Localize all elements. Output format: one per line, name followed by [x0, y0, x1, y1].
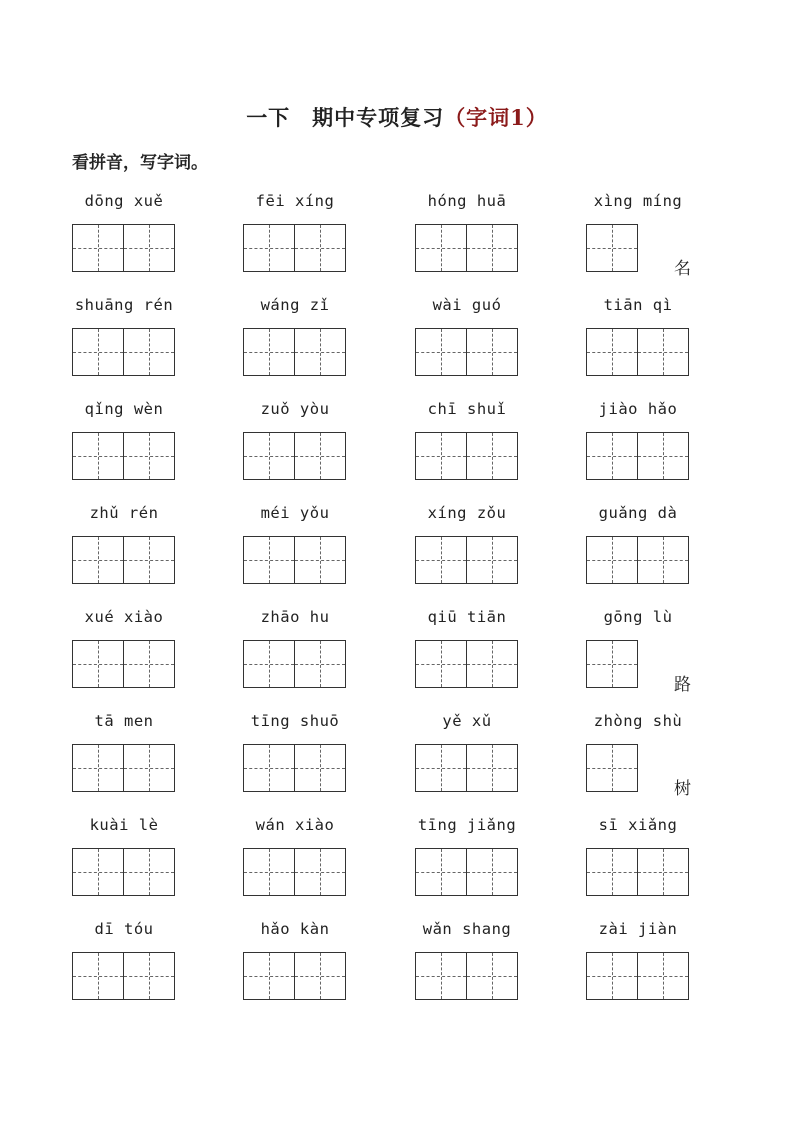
tianzige-cell[interactable] — [72, 640, 124, 688]
word-item — [415, 916, 545, 1020]
word-item — [72, 812, 202, 916]
writing-boxes — [586, 952, 689, 1000]
word-item — [243, 396, 373, 500]
word-item — [415, 188, 545, 292]
writing-boxes — [243, 432, 346, 480]
writing-boxes — [72, 640, 175, 688]
exercise-row — [72, 812, 722, 916]
tianzige-cell[interactable] — [295, 744, 346, 792]
writing-boxes — [415, 536, 518, 584]
tianzige-cell[interactable] — [72, 744, 124, 792]
word-item — [586, 604, 716, 708]
pinyin-label: tīng shuō — [250, 712, 340, 730]
writing-boxes — [586, 224, 638, 272]
pinyin-label: fēi xíng — [255, 192, 335, 210]
tianzige-cell[interactable] — [467, 744, 518, 792]
pinyin-label: qǐng wèn — [84, 400, 164, 418]
writing-boxes — [415, 848, 518, 896]
pinyin-label: xìng míng — [593, 192, 683, 210]
given-character: 树 — [674, 779, 691, 799]
tianzige-cell[interactable] — [586, 744, 638, 792]
word-item — [72, 292, 202, 396]
pinyin-label: zuǒ yòu — [260, 400, 330, 418]
word-item — [243, 188, 373, 292]
exercise-grid — [72, 188, 722, 1020]
tianzige-cell[interactable] — [415, 328, 467, 376]
exercise-row — [72, 396, 722, 500]
tianzige-cell[interactable] — [638, 432, 689, 480]
pinyin-label: sī xiǎng — [598, 816, 678, 834]
tianzige-cell[interactable] — [638, 848, 689, 896]
given-character: 路 — [674, 675, 691, 695]
tianzige-cell[interactable] — [295, 328, 346, 376]
pinyin-label: zài jiàn — [598, 920, 678, 938]
tianzige-cell[interactable] — [415, 640, 467, 688]
writing-boxes — [415, 640, 518, 688]
word-item — [415, 500, 545, 604]
writing-boxes — [586, 848, 689, 896]
writing-boxes — [243, 744, 346, 792]
tianzige-cell[interactable] — [638, 536, 689, 584]
tianzige-cell[interactable] — [72, 328, 124, 376]
pinyin-label: dī tóu — [94, 920, 154, 938]
pinyin-label: gōng lù — [603, 608, 673, 626]
tianzige-cell[interactable] — [124, 328, 175, 376]
tianzige-cell[interactable] — [467, 224, 518, 272]
word-item — [243, 916, 373, 1020]
tianzige-cell[interactable] — [243, 848, 295, 896]
writing-boxes — [72, 952, 175, 1000]
tianzige-cell[interactable] — [467, 848, 518, 896]
page-title — [0, 102, 794, 132]
writing-boxes — [415, 224, 518, 272]
pinyin-label: shuāng rén — [74, 296, 174, 314]
writing-boxes — [415, 952, 518, 1000]
tianzige-cell[interactable] — [415, 952, 467, 1000]
tianzige-cell[interactable] — [295, 224, 346, 272]
pinyin-label: wǎn shang — [422, 920, 512, 938]
pinyin-label: tiān qì — [603, 296, 673, 314]
word-item — [586, 916, 716, 1020]
tianzige-cell[interactable] — [124, 744, 175, 792]
tianzige-cell[interactable] — [638, 952, 689, 1000]
word-item — [586, 292, 716, 396]
writing-boxes — [72, 432, 175, 480]
pinyin-label: xíng zǒu — [427, 504, 507, 522]
word-item — [72, 708, 202, 812]
word-item — [243, 812, 373, 916]
writing-boxes — [586, 640, 638, 688]
word-item — [72, 500, 202, 604]
title-accent: （字词1） — [444, 105, 548, 130]
writing-boxes — [586, 432, 689, 480]
writing-boxes — [586, 536, 689, 584]
word-item — [415, 708, 545, 812]
tianzige-cell[interactable] — [586, 848, 638, 896]
word-item — [243, 500, 373, 604]
pinyin-label: méi yǒu — [260, 504, 330, 522]
writing-boxes — [72, 328, 175, 376]
tianzige-cell[interactable] — [124, 640, 175, 688]
pinyin-label: guǎng dà — [598, 504, 678, 522]
exercise-row — [72, 708, 722, 812]
tianzige-cell[interactable] — [415, 224, 467, 272]
tianzige-cell[interactable] — [467, 328, 518, 376]
pinyin-label: hǎo kàn — [260, 920, 330, 938]
pinyin-label: yě xǔ — [442, 712, 492, 730]
writing-boxes — [415, 432, 518, 480]
tianzige-cell[interactable] — [124, 224, 175, 272]
tianzige-cell[interactable] — [638, 328, 689, 376]
tianzige-cell[interactable] — [295, 640, 346, 688]
writing-boxes — [72, 536, 175, 584]
tianzige-cell[interactable] — [586, 328, 638, 376]
tianzige-cell[interactable] — [243, 432, 295, 480]
pinyin-label: qiū tiān — [427, 608, 507, 626]
tianzige-cell[interactable] — [415, 432, 467, 480]
tianzige-cell[interactable] — [415, 848, 467, 896]
writing-boxes — [586, 744, 638, 792]
word-item — [586, 708, 716, 812]
tianzige-cell[interactable] — [72, 952, 124, 1000]
tianzige-cell[interactable] — [243, 952, 295, 1000]
tianzige-cell[interactable] — [295, 536, 346, 584]
instruction-text: 看拼音，写字词。 — [72, 153, 208, 173]
word-item — [586, 188, 716, 292]
word-item — [72, 396, 202, 500]
tianzige-cell[interactable] — [415, 536, 467, 584]
pinyin-label: xué xiào — [84, 608, 164, 626]
pinyin-label: tīng jiǎng — [417, 816, 517, 834]
tianzige-cell[interactable] — [586, 224, 638, 272]
pinyin-label: zhāo hu — [260, 608, 330, 626]
word-item — [415, 292, 545, 396]
tianzige-cell[interactable] — [72, 848, 124, 896]
pinyin-label: zhòng shù — [593, 712, 683, 730]
tianzige-cell[interactable] — [243, 640, 295, 688]
writing-boxes — [243, 952, 346, 1000]
tianzige-cell[interactable] — [124, 536, 175, 584]
given-character: 名 — [674, 259, 691, 279]
writing-boxes — [586, 328, 689, 376]
pinyin-label: dōng xuě — [84, 192, 164, 210]
pinyin-label: wài guó — [432, 296, 502, 314]
tianzige-cell[interactable] — [72, 224, 124, 272]
tianzige-cell[interactable] — [586, 536, 638, 584]
word-item — [72, 916, 202, 1020]
word-item — [415, 604, 545, 708]
tianzige-cell[interactable] — [467, 432, 518, 480]
writing-boxes — [415, 328, 518, 376]
writing-boxes — [243, 536, 346, 584]
pinyin-label: tā men — [94, 712, 154, 730]
pinyin-label: wán xiào — [255, 816, 335, 834]
tianzige-cell[interactable] — [124, 848, 175, 896]
tianzige-cell[interactable] — [243, 744, 295, 792]
tianzige-cell[interactable] — [243, 224, 295, 272]
word-item — [72, 188, 202, 292]
writing-boxes — [72, 744, 175, 792]
tianzige-cell[interactable] — [124, 432, 175, 480]
tianzige-cell[interactable] — [295, 848, 346, 896]
tianzige-cell[interactable] — [243, 328, 295, 376]
tianzige-cell[interactable] — [467, 952, 518, 1000]
exercise-row — [72, 188, 722, 292]
pinyin-label: jiào hǎo — [598, 400, 678, 418]
tianzige-cell[interactable] — [124, 952, 175, 1000]
writing-boxes — [243, 640, 346, 688]
exercise-row — [72, 916, 722, 1020]
writing-boxes — [72, 848, 175, 896]
tianzige-cell[interactable] — [72, 432, 124, 480]
word-item — [243, 292, 373, 396]
tianzige-cell[interactable] — [295, 432, 346, 480]
tianzige-cell[interactable] — [415, 744, 467, 792]
word-item — [72, 604, 202, 708]
tianzige-cell[interactable] — [295, 952, 346, 1000]
writing-boxes — [243, 224, 346, 272]
tianzige-cell[interactable] — [467, 536, 518, 584]
tianzige-cell[interactable] — [586, 432, 638, 480]
writing-boxes — [243, 328, 346, 376]
word-item — [415, 812, 545, 916]
writing-boxes — [415, 744, 518, 792]
tianzige-cell[interactable] — [586, 952, 638, 1000]
word-item — [586, 500, 716, 604]
word-item — [243, 604, 373, 708]
pinyin-label: kuài lè — [89, 816, 159, 834]
word-item — [415, 396, 545, 500]
word-item — [243, 708, 373, 812]
tianzige-cell[interactable] — [586, 640, 638, 688]
word-item — [586, 812, 716, 916]
pinyin-label: wáng zǐ — [260, 296, 330, 314]
tianzige-cell[interactable] — [243, 536, 295, 584]
title-main: 一下 期中专项复习 — [246, 105, 445, 130]
exercise-row — [72, 292, 722, 396]
pinyin-label: chī shuǐ — [427, 400, 507, 418]
exercise-row — [72, 500, 722, 604]
writing-boxes — [243, 848, 346, 896]
tianzige-cell[interactable] — [72, 536, 124, 584]
exercise-row — [72, 604, 722, 708]
pinyin-label: zhǔ rén — [89, 504, 159, 522]
word-item — [586, 396, 716, 500]
writing-boxes — [72, 224, 175, 272]
tianzige-cell[interactable] — [467, 640, 518, 688]
pinyin-label: hóng huā — [427, 192, 507, 210]
